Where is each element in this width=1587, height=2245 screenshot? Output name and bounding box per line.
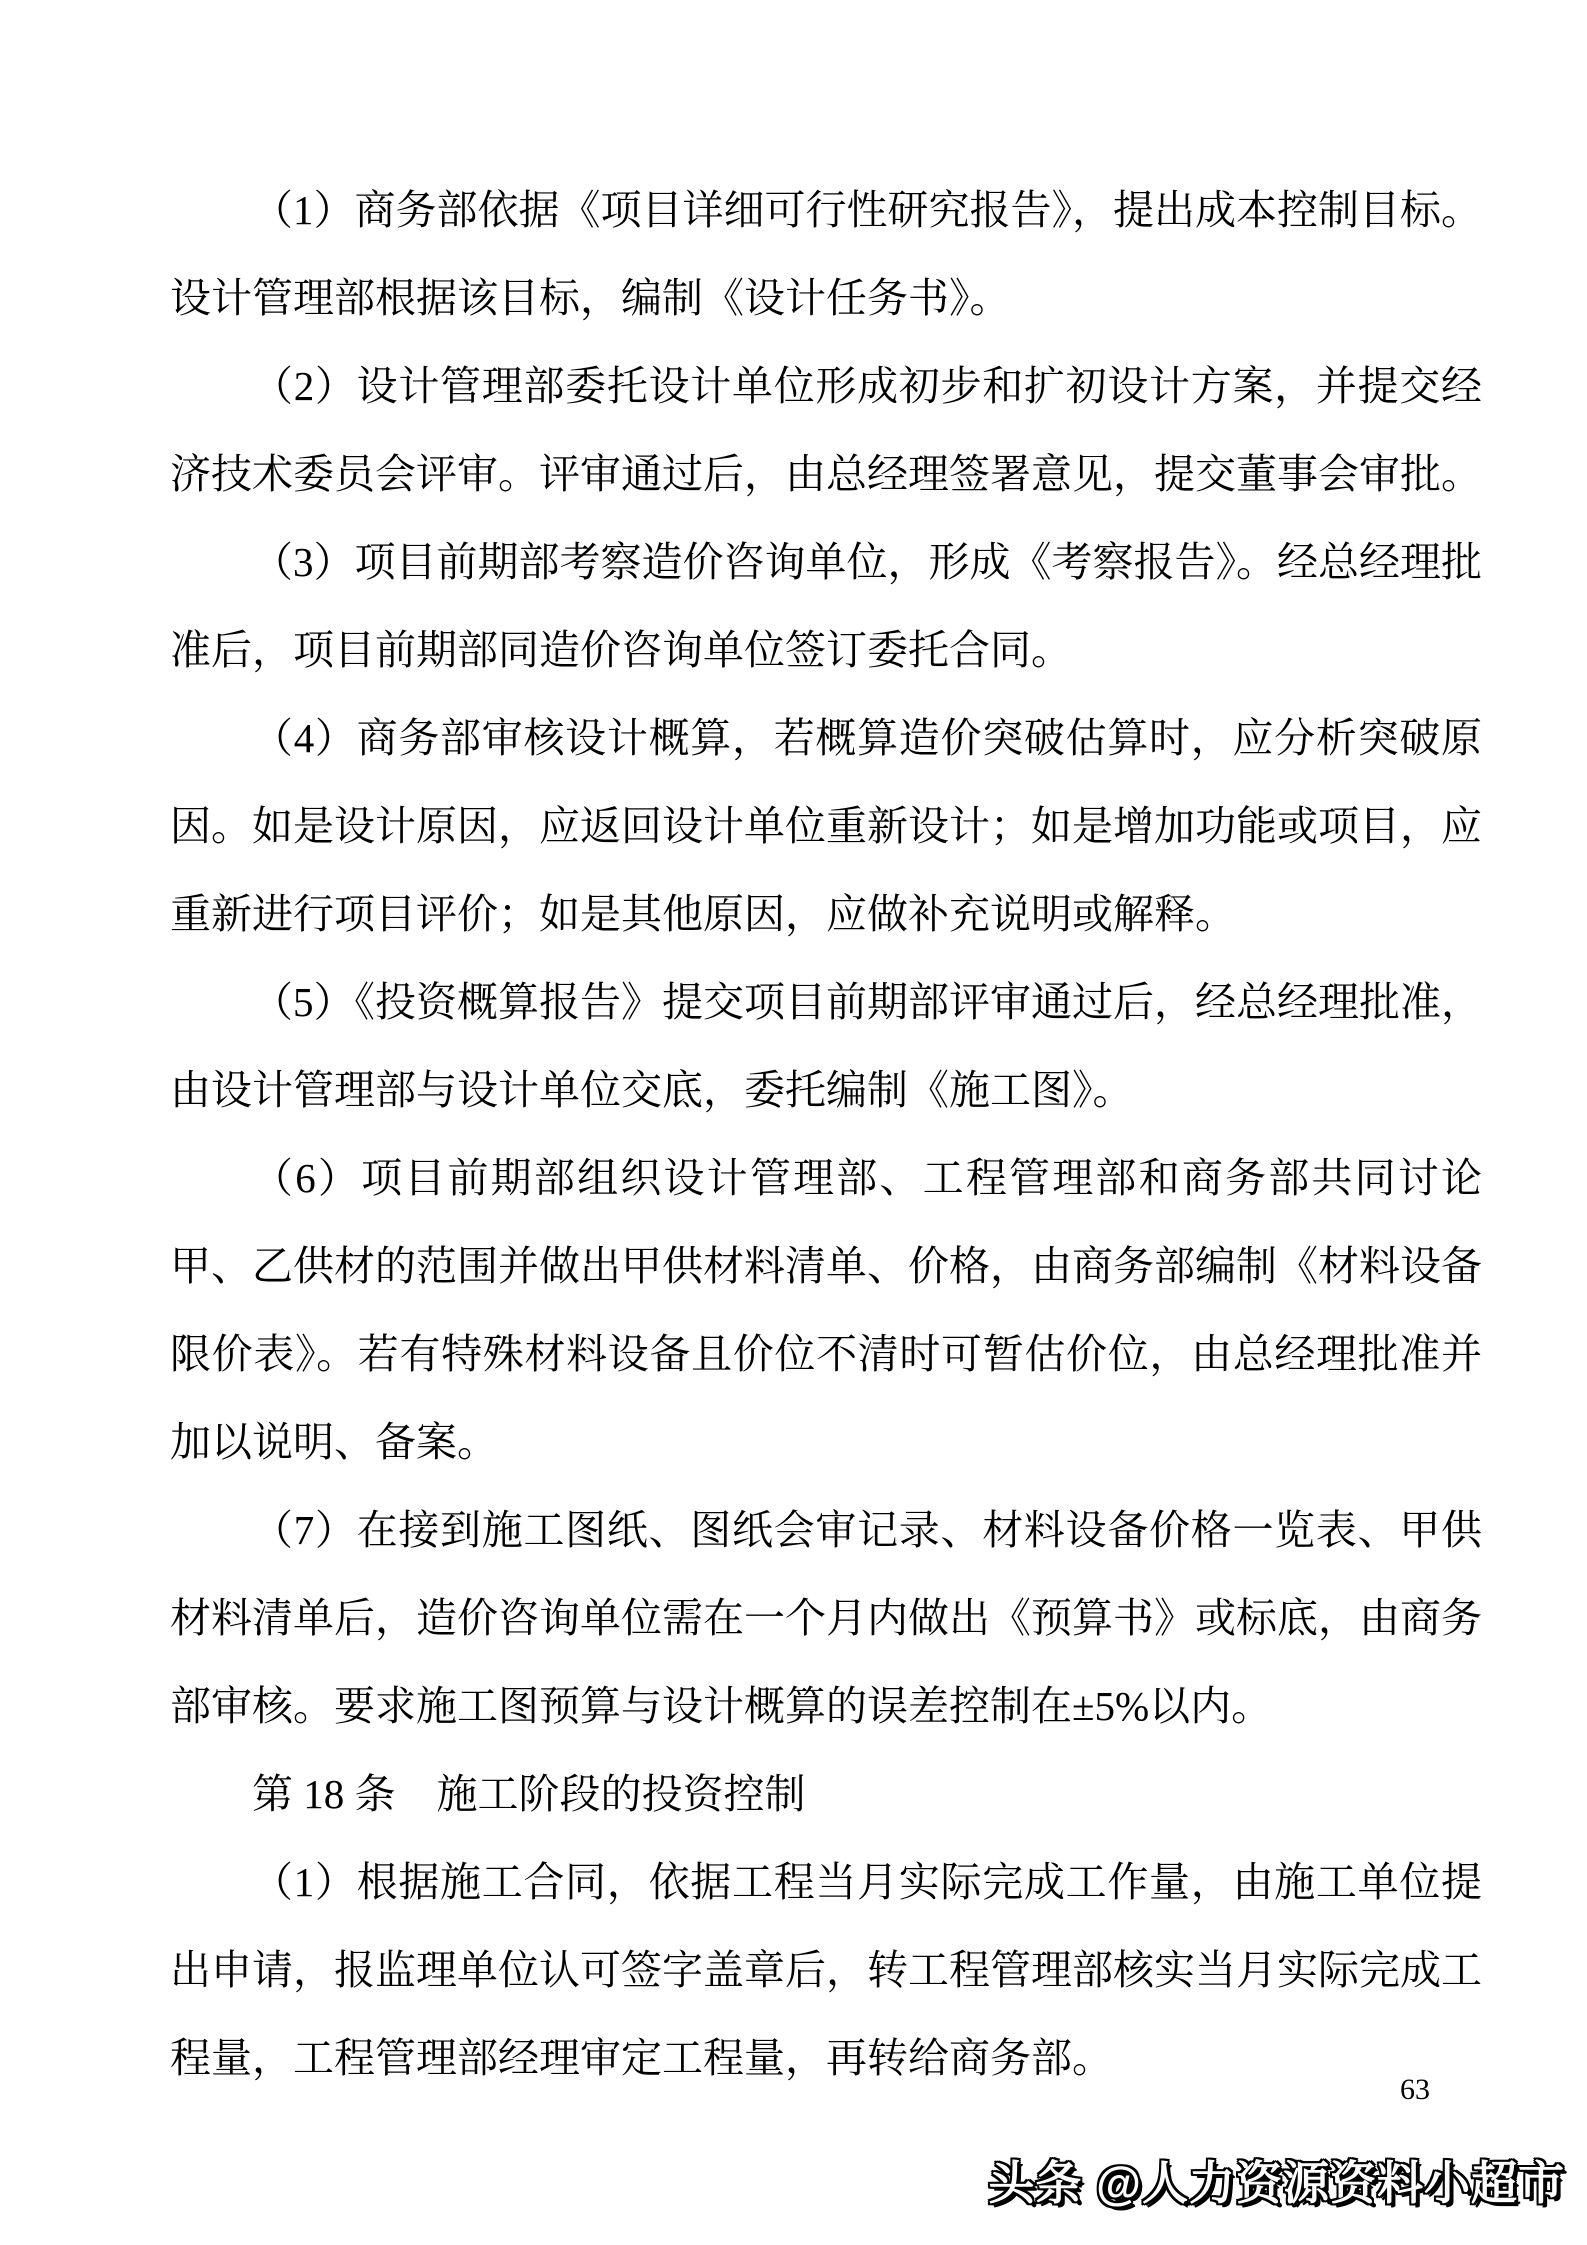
paragraph: （1）商务部依据《项目详细可行性研究报告》，提出成本控制目标。设计管理部根据该目标，编制《设计任务书》。 (170, 187, 1482, 321)
paragraph: （4）商务部审核设计概算，若概算造价突破估算时，应分析突破原因。如是设计原因，应返回设计单位重新设计；如是增加功能或项目，应重新进行项目评价；如是其他原因，应做补充说明或解释。 (170, 715, 1482, 937)
document-body (170, 166, 1482, 2102)
paragraph: （1）根据施工合同，依据工程当月实际完成工作量，由施工单位提出申请，报监理单位认可签字盖章后，转工程管理部核实当月实际完成工程量，工程管理部经理审定工程量，再转给商务部。 (170, 1859, 1482, 2081)
paragraph: （5）《投资概算报告》提交项目前期部评审通过后，经总经理批准，由设计管理部与设计单位交底，委托编制《施工图》。 (170, 979, 1482, 1113)
watermark-text: 头条 @人力资源资料小超市 (988, 2157, 1565, 2209)
paragraph: （3）项目前期部考察造价咨询单位，形成《考察报告》。经总经理批准后，项目前期部同造价咨询单位签订委托合同。 (170, 539, 1482, 673)
paragraph: （7）在接到施工图纸、图纸会审记录、材料设备价格一览表、甲供材料清单后，造价咨询单位需在一个月内做出《预算书》或标底，由商务部审核。要求施工图预算与设计概算的误差控制在±5%以内。 (170, 1507, 1482, 1729)
paragraph: （2）设计管理部委托设计单位形成初步和扩初设计方案，并提交经济技术委员会评审。评审通过后，由总经理签署意见，提交董事会审批。 (170, 363, 1482, 497)
paragraph: （6）项目前期部组织设计管理部、工程管理部和商务部共同讨论甲、乙供材的范围并做出甲供材料清单、价格，由商务部编制《材料设备限价表》。若有特殊材料设备且价位不清时可暂估价位，由总经理批准并加以说明、备案。 (170, 1155, 1482, 1465)
page-number: 63 (1400, 2073, 1430, 2106)
article-heading: 第 18 条 施工阶段的投资控制 (252, 1771, 806, 1817)
